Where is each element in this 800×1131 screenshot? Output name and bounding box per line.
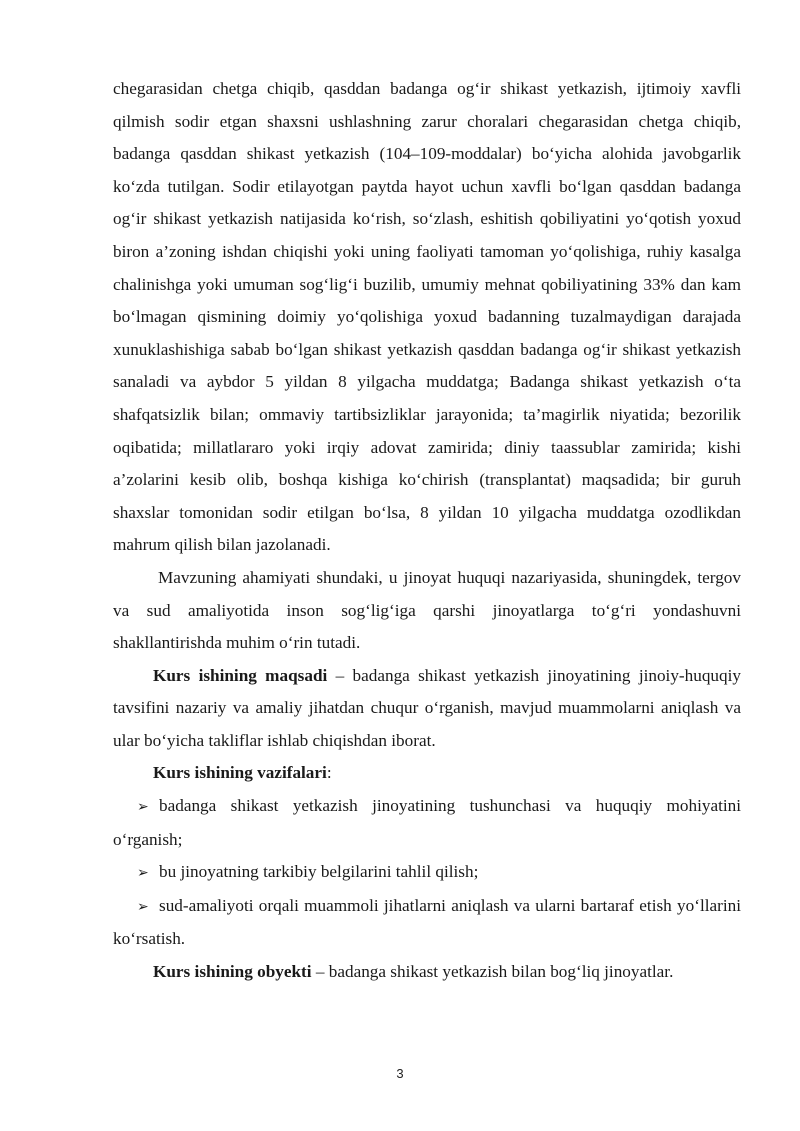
- object-label: Kurs ishining obyekti: [153, 962, 312, 982]
- paragraph-tasks-heading: [113, 757, 741, 790]
- goal-label: Kurs ishining maqsadi: [153, 665, 328, 685]
- task-item-text: bu jinoyatning tarkibiy belgilarini tahlil qilish;: [159, 862, 479, 882]
- task-item-text: sud-amaliyoti orqali muammoli jihatlarni aniqlash va ularni bartaraf etish yo‘llarini ko‘rsatish.: [113, 895, 741, 949]
- document-body: [113, 73, 741, 989]
- page-number: 3: [396, 1066, 404, 1081]
- task-item-1: [113, 790, 741, 856]
- goal-text: – badanga shikast yetkazish jinoyatining jinoiy-huquqiy tavsifini nazariy va amaliy jihatdan chuqur o‘rganish, mavjud muammolarni aniqlash va ular bo‘yicha takliflar ishlab chiqishdan iborat.: [113, 665, 741, 750]
- arrowhead-bullet-icon: ➢: [137, 799, 149, 816]
- tasks-colon: :: [326, 763, 332, 783]
- paragraph-importance: Mavzuning ahamiyati shundaki, u jinoyat huquqi nazariyasida, shuningdek, tergov va sud amaliyotida inson sog‘lig‘iga qarshi jinoyatlarga to‘g‘ri yondashuvni shakllantirishda muhim o‘rin tutadi.: [113, 567, 741, 653]
- task-item-text: badanga shikast yetkazish jinoyatining tushunchasi va huquqiy mohiyatini o‘rganish;: [113, 796, 741, 849]
- arrowhead-bullet-icon: ➢: [137, 865, 149, 882]
- task-item-3: [113, 890, 741, 956]
- arrowhead-bullet-icon: ➢: [137, 898, 149, 915]
- task-item-2: [113, 856, 741, 890]
- paragraph-object: [113, 956, 741, 989]
- object-text: – badanga shikast yetkazish bilan bog‘liq jinoyatlar.: [311, 962, 674, 982]
- paragraph-goal: [113, 660, 741, 758]
- paragraph-intro: chegarasidan chetga chiqib, qasddan badanga og‘ir shikast yetkazish, ijtimoiy xavfli qilmish sodir etgan shaxsni ushlashning zarur choralari chegarasidan chetga chiqib, badanga qasddan shikast yetkazish (104–109-moddalar) bo‘yicha alohida javobgarlik ko‘zda tutilgan. Sodir etilayotgan paytda hayot uchun xavfli bo‘lgan qasddan badanga og‘ir shikast yetkazish natijasida ko‘rish, so‘zlash, eshitish qobiliyatini yo‘qotish yoxud biron a’zoning ishdan chiqishi yoki uning faoliyati tamoman yo‘qolishiga, ruhiy kasalga chalinishga yoki umuman sog‘lig‘i buzilib, umumiy mehnat qobiliyatining 33% dan kam bo‘lmagan qismining doimiy yo‘qolishiga yoxud badanning tuzalmaydigan darajada xunuklashishiga sabab bo‘lgan shikast yetkazish qasddan badanga og‘ir shikast yetkazish sanaladi va aybdor 5 yildan 8 yilgacha muddatga; Badanga shikast yetkazish o‘ta shafqatsizlik bilan; ommaviy tartibsizliklar jarayonida; ta’magirlik niyatida; bezorilik oqibatida; millatlararo yoki irqiy adovat zamirida; diniy taassublar zamirida; kishi a’zolarini kesib olib, boshqa kishiga ko‘chirish (transplantat) maqsadida; bir guruh shaxslar tomonidan sodir etilgan bo‘lsa, 8 yildan 10 yilgacha muddatga ozodlikdan mahrum qilish bilan jazolanadi.: [113, 79, 741, 555]
- tasks-label: Kurs ishining vazifalari: [153, 763, 327, 783]
